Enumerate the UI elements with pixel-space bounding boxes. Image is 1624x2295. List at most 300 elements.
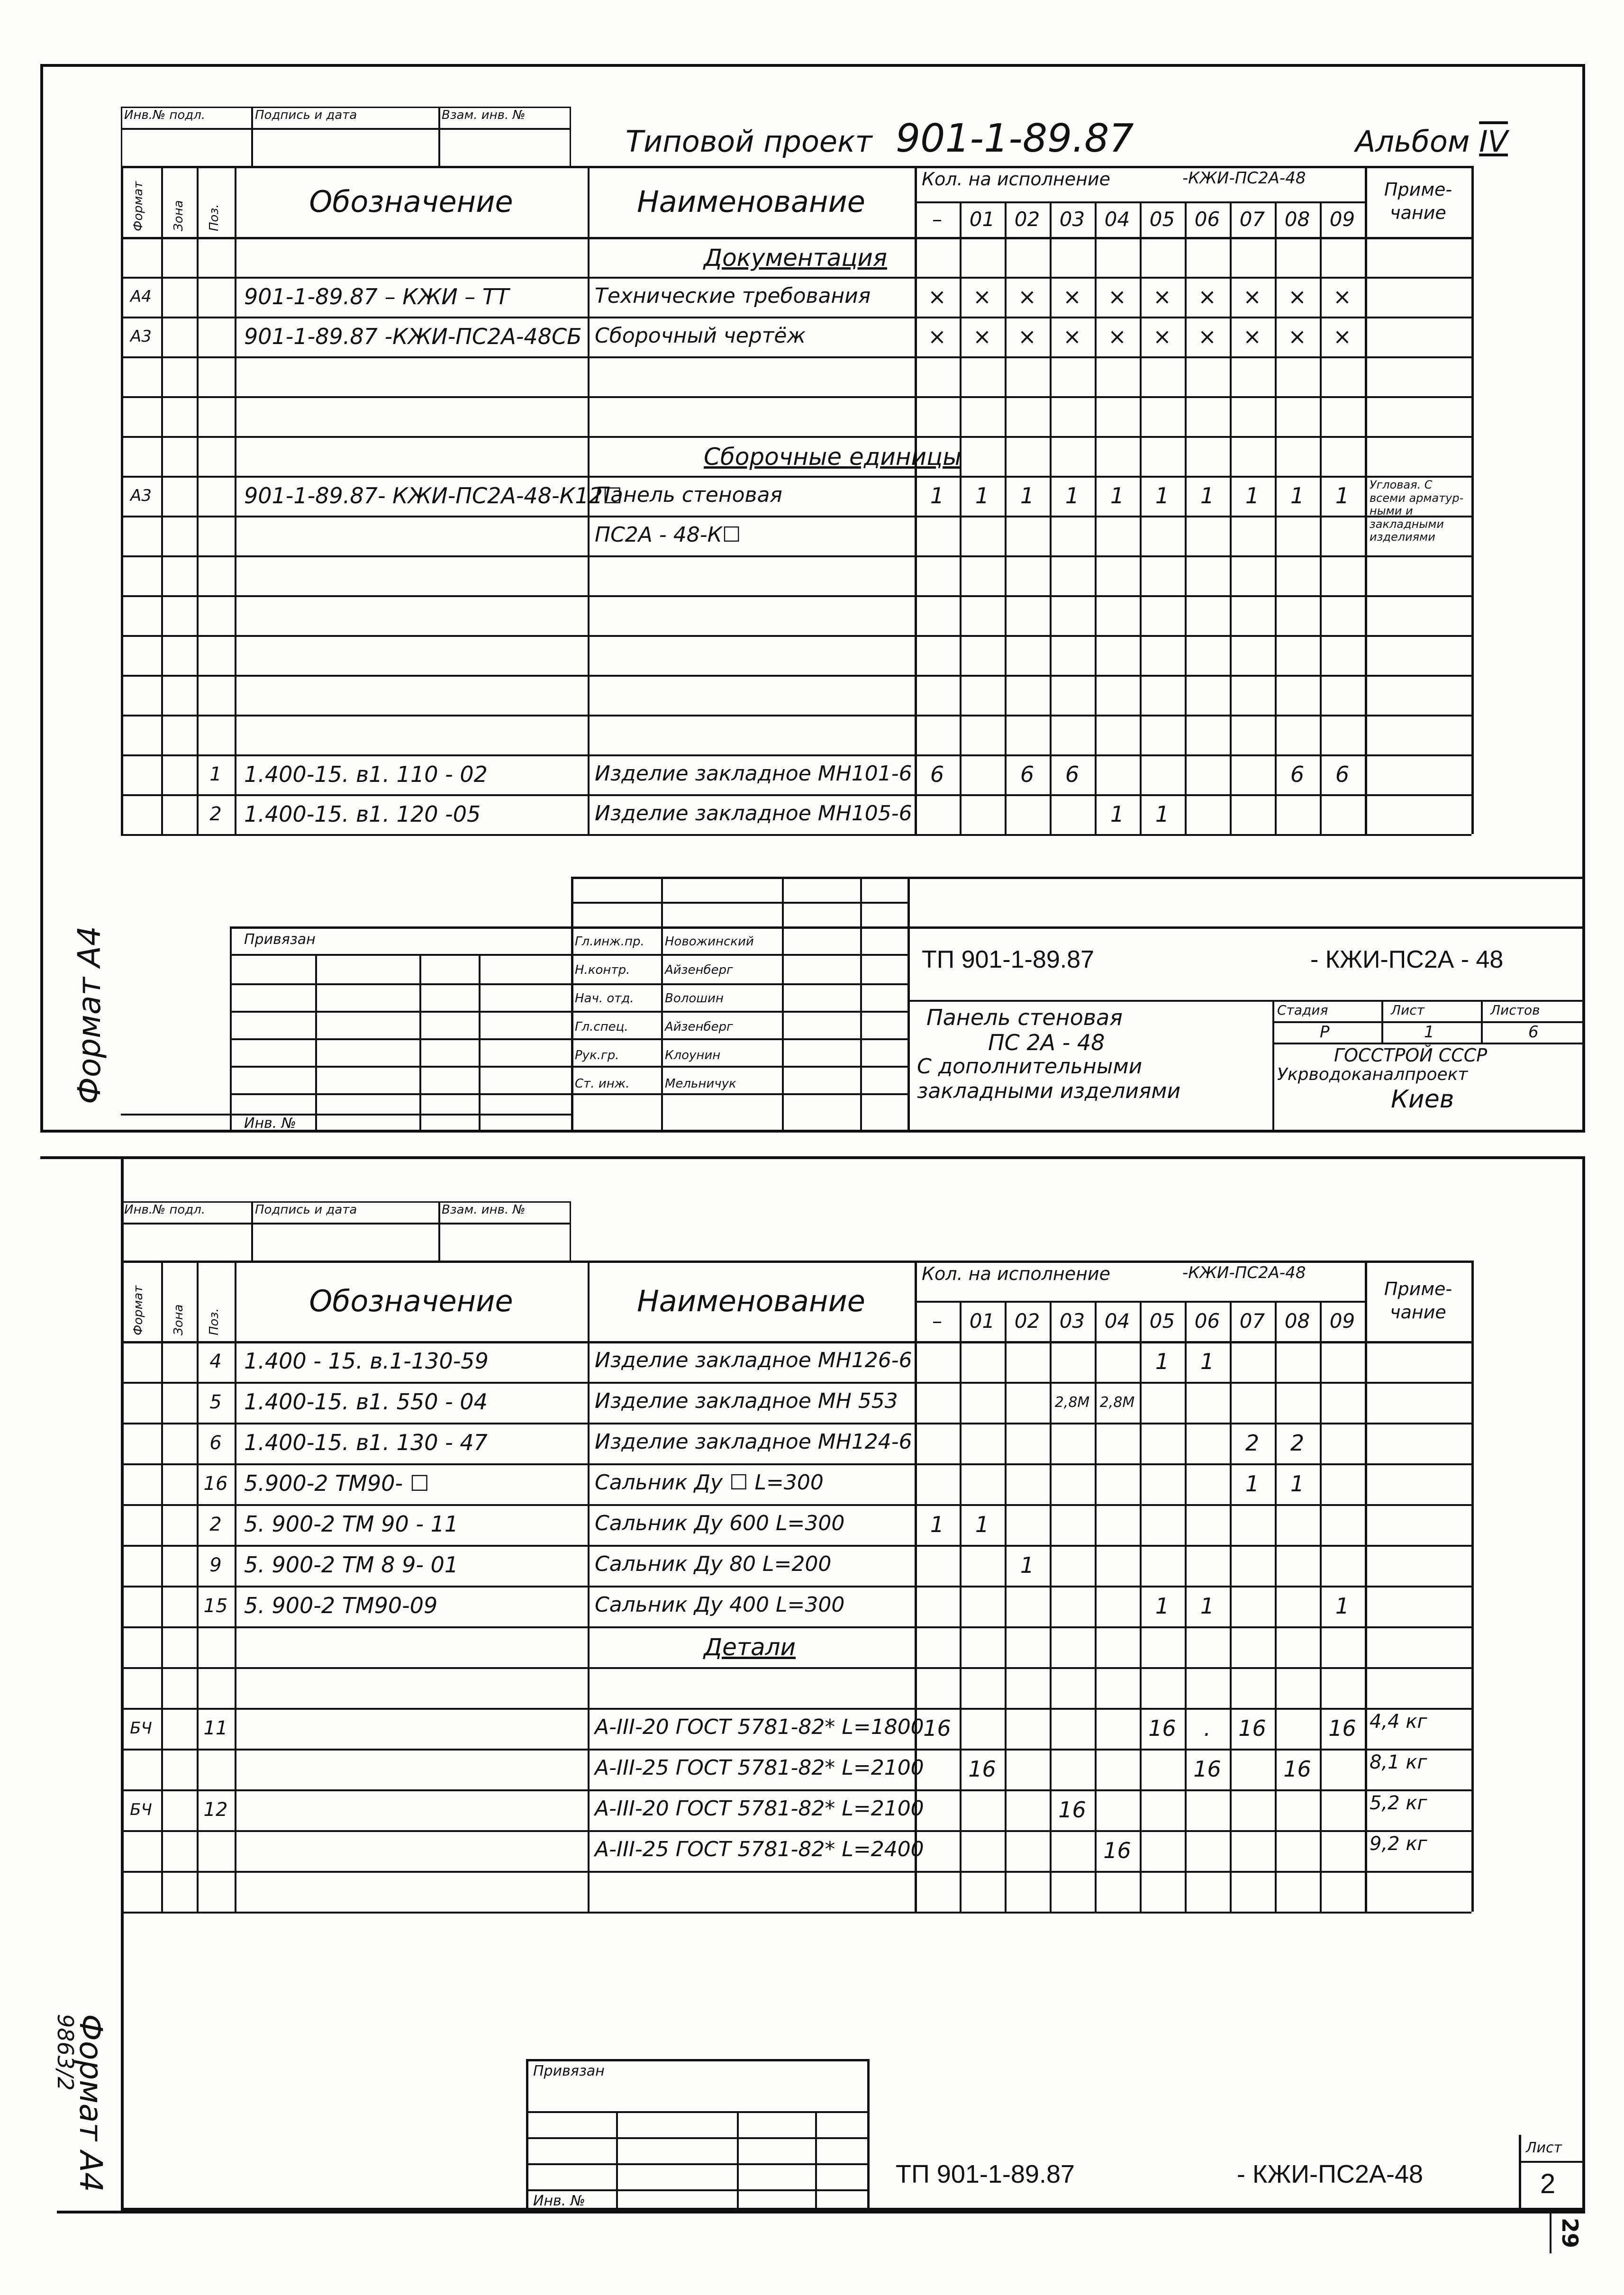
inv-label: Инв. № bbox=[244, 1115, 297, 1132]
person-1: Айзенберг bbox=[665, 963, 733, 977]
row-name: А-III-20 ГОСТ 5781-82* L=2100 bbox=[595, 1796, 924, 1821]
variant-header-6: 06 bbox=[1194, 208, 1220, 231]
qty-cell bbox=[1005, 1382, 1050, 1423]
col-qty-suffix: -КЖИ-ПС2А-48 bbox=[1182, 1263, 1306, 1282]
qty-cell bbox=[1140, 1749, 1185, 1789]
qty-cell bbox=[960, 1586, 1005, 1626]
qty-cell bbox=[1275, 1789, 1320, 1830]
qty-cell bbox=[915, 1667, 960, 1708]
qty-cell bbox=[1230, 1749, 1275, 1789]
qty-cell bbox=[960, 1667, 1005, 1708]
qty-cell: × bbox=[973, 324, 991, 349]
qty-cell bbox=[960, 1463, 1005, 1504]
qty-cell: × bbox=[1243, 284, 1261, 309]
qty-cell bbox=[1320, 1382, 1365, 1423]
qty-cell: 6 bbox=[1020, 762, 1034, 787]
qty-cell bbox=[1275, 1708, 1320, 1749]
person-3: Айзенберг bbox=[665, 1020, 733, 1034]
qty-cell: 1 bbox=[1290, 483, 1305, 508]
qty-cell bbox=[915, 1545, 960, 1586]
row-designation: 5. 900-2 ТМ 90 - 11 bbox=[244, 1511, 459, 1537]
row-format: БЧ bbox=[130, 1800, 152, 1819]
variant-header-0: – bbox=[932, 208, 942, 231]
qty-cell bbox=[1185, 1382, 1230, 1423]
qty-cell bbox=[1140, 1789, 1185, 1830]
top-header-sign: Подпись и дата bbox=[255, 108, 357, 122]
qty-cell bbox=[1140, 1871, 1185, 1912]
qty-cell bbox=[1005, 1626, 1050, 1667]
qty-cell bbox=[1095, 1504, 1140, 1545]
qty-cell: 16 bbox=[1238, 1715, 1266, 1741]
row-designation: 901-1-89.87- КЖИ-ПС2А-48-К12☐ bbox=[244, 483, 622, 509]
qty-cell: 1 bbox=[1065, 483, 1080, 508]
row-designation: 5. 900-2 ТМ90-09 bbox=[244, 1593, 438, 1619]
qty-cell bbox=[960, 1830, 1005, 1871]
qty-cell: 1 bbox=[930, 1512, 944, 1537]
row-designation: 1.400 - 15. в.1-130-59 bbox=[244, 1348, 489, 1374]
row-designation: 5.900-2 ТМ90- ☐ bbox=[244, 1470, 429, 1497]
bottom-header-inv: Инв.№ подл. bbox=[124, 1203, 206, 1217]
variant-header-6: 06 bbox=[1194, 1309, 1220, 1333]
qty-cell bbox=[1230, 1626, 1275, 1667]
page-number: 29 bbox=[1557, 2218, 1583, 2249]
qty-cell: × bbox=[1108, 284, 1126, 309]
col-pos-header: Поз. bbox=[207, 1308, 221, 1335]
qty-cell: 1 bbox=[975, 1512, 989, 1537]
qty-cell: × bbox=[1198, 324, 1216, 349]
qty-cell bbox=[1005, 1871, 1050, 1912]
qty-cell: 1 bbox=[930, 483, 944, 508]
variant-header-4: 04 bbox=[1104, 1309, 1130, 1333]
qty-cell: 1 bbox=[1335, 483, 1350, 508]
role-2: Нач. отд. bbox=[575, 991, 634, 1006]
sheet-value: 1 bbox=[1424, 1023, 1434, 1042]
col-format-header: Формат bbox=[131, 1285, 145, 1335]
variant-header-1: 01 bbox=[969, 1309, 995, 1333]
row-pos: 1 bbox=[209, 763, 222, 785]
qty-cell bbox=[1095, 1423, 1140, 1463]
person-0: Новожинский bbox=[665, 934, 754, 949]
person-2: Волошин bbox=[665, 991, 724, 1006]
top-format-side: Формат А4 bbox=[71, 926, 108, 1104]
qty-cell: 6 bbox=[1290, 762, 1305, 787]
row-pos: 4 bbox=[209, 1351, 222, 1372]
qty-cell bbox=[1230, 1341, 1275, 1382]
qty-cell bbox=[1005, 1341, 1050, 1382]
qty-cell: × bbox=[928, 324, 946, 349]
row-pos bbox=[197, 1667, 235, 1708]
qty-cell bbox=[915, 1789, 960, 1830]
qty-cell: × bbox=[1108, 324, 1126, 349]
qty-cell bbox=[1095, 1708, 1140, 1749]
row-pos bbox=[197, 1830, 235, 1871]
desc-1: Панель стеновая bbox=[926, 1005, 1123, 1030]
top-header-replace: Взам. инв. № bbox=[442, 108, 526, 122]
desc-3: С дополнительными bbox=[917, 1054, 1143, 1079]
variant-header-7: 07 bbox=[1239, 208, 1265, 231]
bottom-code: ТП 901-1-89.87 bbox=[896, 2160, 1075, 2188]
qty-cell bbox=[1185, 1504, 1230, 1545]
qty-cell bbox=[1005, 1423, 1050, 1463]
row-name: Технические требования bbox=[595, 284, 871, 308]
col-note-header: Приме-чание bbox=[1384, 179, 1452, 223]
qty-cell: 6 bbox=[1065, 762, 1080, 787]
role-5: Ст. инж. bbox=[575, 1077, 630, 1091]
qty-cell bbox=[1140, 1463, 1185, 1504]
bottom-code-suffix: - КЖИ-ПС2А-48 bbox=[1237, 2160, 1424, 2188]
variant-header-8: 08 bbox=[1284, 208, 1310, 231]
qty-cell bbox=[1050, 1667, 1095, 1708]
col-name-header: Наименование bbox=[637, 184, 865, 219]
row-name: Сальник Ду 80 L=200 bbox=[595, 1552, 832, 1577]
org-name-2: Укрводоканалпроект bbox=[1277, 1065, 1468, 1084]
row-format bbox=[121, 1423, 161, 1463]
qty-cell bbox=[1095, 1341, 1140, 1382]
row-pos: 5 bbox=[209, 1391, 222, 1413]
row-name: А-III-20 ГОСТ 5781-82* L=1800 bbox=[595, 1715, 924, 1740]
qty-cell: × bbox=[1153, 284, 1171, 309]
col-qty-suffix: -КЖИ-ПС2А-48 bbox=[1182, 169, 1306, 188]
row-pos bbox=[197, 1626, 235, 1667]
row-format bbox=[121, 1382, 161, 1423]
qty-cell: × bbox=[1153, 324, 1171, 349]
row-name: А-III-25 ГОСТ 5781-82* L=2100 bbox=[595, 1756, 924, 1780]
bottom-header-sign: Подпись и дата bbox=[255, 1203, 357, 1217]
row-designation: 901-1-89.87 – КЖИ – ТТ bbox=[244, 284, 509, 310]
col-qty-header: Кол. на исполнение bbox=[922, 1263, 1110, 1284]
qty-cell: 1 bbox=[1020, 1552, 1034, 1578]
qty-cell: × bbox=[1243, 324, 1261, 349]
qty-cell: 16 bbox=[1148, 1715, 1176, 1741]
role-4: Рук.гр. bbox=[575, 1048, 619, 1062]
qty-cell bbox=[915, 1749, 960, 1789]
bottom-spec-table bbox=[121, 1261, 1585, 1910]
qty-cell bbox=[1005, 1463, 1050, 1504]
qty-cell: 2 bbox=[1290, 1430, 1305, 1456]
qty-cell: 16 bbox=[1328, 1715, 1356, 1741]
qty-cell bbox=[960, 1423, 1005, 1463]
row-pos: 2 bbox=[209, 1514, 222, 1535]
city-name: Киев bbox=[1391, 1085, 1454, 1114]
row-pos bbox=[197, 1871, 235, 1912]
qty-cell bbox=[1275, 1504, 1320, 1545]
qty-cell: 1 bbox=[1110, 801, 1125, 827]
qty-cell bbox=[960, 1382, 1005, 1423]
row-format: БЧ bbox=[130, 1719, 152, 1738]
row-pos: 6 bbox=[209, 1432, 222, 1454]
col-zone-header: Зона bbox=[172, 1304, 186, 1335]
qty-cell bbox=[1320, 1830, 1365, 1871]
qty-cell: × bbox=[1333, 324, 1352, 349]
qty-cell bbox=[1185, 1667, 1230, 1708]
qty-cell bbox=[1320, 1871, 1365, 1912]
row-format bbox=[121, 1830, 161, 1871]
qty-cell bbox=[1320, 1626, 1365, 1667]
row-format bbox=[121, 1667, 161, 1708]
qty-cell: 1 bbox=[1110, 483, 1125, 508]
qty-cell bbox=[1230, 1504, 1275, 1545]
qty-cell bbox=[1140, 1423, 1185, 1463]
qty-cell bbox=[1320, 1749, 1365, 1789]
col-note-header: Приме-чание bbox=[1384, 1278, 1452, 1323]
qty-cell bbox=[915, 1423, 960, 1463]
row-format bbox=[121, 1586, 161, 1626]
variant-header-7: 07 bbox=[1239, 1309, 1265, 1333]
qty-cell: 6 bbox=[1335, 762, 1350, 787]
qty-cell: . bbox=[1204, 1715, 1211, 1741]
qty-cell bbox=[1185, 1423, 1230, 1463]
project-code: 901-1-89.87 bbox=[896, 116, 1134, 161]
row-name: Панель стеновая bbox=[595, 483, 782, 508]
row-name: ПС2А - 48-К☐ bbox=[595, 523, 741, 547]
qty-cell bbox=[1050, 1341, 1095, 1382]
row-name: Сборочный чертёж bbox=[595, 324, 806, 348]
sheets-label: Листов bbox=[1490, 1002, 1540, 1018]
person-5: Мельничук bbox=[665, 1077, 736, 1091]
row-name: Изделие закладное МН126-6 bbox=[595, 1348, 912, 1373]
qty-cell bbox=[1230, 1545, 1275, 1586]
row-name: Сальник Ду ☐ L=300 bbox=[595, 1470, 824, 1495]
qty-cell bbox=[960, 1708, 1005, 1749]
row-note: 5,2 кг bbox=[1370, 1792, 1427, 1814]
qty-cell bbox=[1005, 1830, 1050, 1871]
variant-header-8: 08 bbox=[1284, 1309, 1310, 1333]
qty-cell bbox=[1095, 1789, 1140, 1830]
qty-cell bbox=[1050, 1830, 1095, 1871]
qty-cell bbox=[915, 1463, 960, 1504]
qty-cell bbox=[1005, 1667, 1050, 1708]
qty-cell bbox=[1005, 1586, 1050, 1626]
role-3: Гл.спец. bbox=[575, 1020, 628, 1034]
row-name: Детали bbox=[704, 1633, 796, 1661]
col-format-header: Формат bbox=[131, 181, 145, 231]
qty-cell bbox=[915, 1341, 960, 1382]
qty-cell bbox=[1275, 1830, 1320, 1871]
qty-cell: × bbox=[1333, 284, 1352, 309]
row-format bbox=[121, 1626, 161, 1667]
row-format bbox=[121, 1749, 161, 1789]
qty-cell bbox=[1275, 1626, 1320, 1667]
row-name: Изделие закладное МН101-6 bbox=[595, 762, 912, 786]
row-pos: 11 bbox=[203, 1717, 228, 1739]
qty-cell bbox=[1050, 1871, 1095, 1912]
qty-cell: × bbox=[928, 284, 946, 309]
desc-2: ПС 2А - 48 bbox=[988, 1030, 1105, 1055]
qty-cell bbox=[1140, 1626, 1185, 1667]
row-format: А3 bbox=[130, 486, 152, 505]
qty-cell bbox=[1185, 1626, 1230, 1667]
variant-header-2: 02 bbox=[1014, 208, 1040, 231]
qty-cell bbox=[1095, 1626, 1140, 1667]
qty-cell bbox=[915, 1830, 960, 1871]
row-name: Изделие закладное МН 553 bbox=[595, 1389, 898, 1414]
qty-cell: 16 bbox=[1283, 1756, 1311, 1782]
variant-header-0: – bbox=[932, 1309, 942, 1333]
qty-cell bbox=[1095, 1667, 1140, 1708]
qty-cell bbox=[915, 1871, 960, 1912]
variant-header-9: 09 bbox=[1329, 208, 1355, 231]
qty-cell bbox=[1050, 1586, 1095, 1626]
row-pos: 15 bbox=[203, 1595, 228, 1617]
qty-cell bbox=[915, 1626, 960, 1667]
qty-cell bbox=[1275, 1382, 1320, 1423]
qty-cell bbox=[1005, 1504, 1050, 1545]
top-code: ТП 901-1-89.87 bbox=[922, 946, 1095, 973]
qty-cell bbox=[1005, 1749, 1050, 1789]
qty-cell bbox=[1050, 1545, 1095, 1586]
qty-cell: × bbox=[1018, 324, 1036, 349]
col-designation-header: Обозначение bbox=[309, 1283, 513, 1318]
qty-cell bbox=[1140, 1667, 1185, 1708]
qty-cell bbox=[1275, 1871, 1320, 1912]
qty-cell bbox=[1185, 1463, 1230, 1504]
qty-cell bbox=[1005, 1789, 1050, 1830]
role-1: Н.контр. bbox=[575, 963, 630, 977]
variant-header-4: 04 bbox=[1104, 208, 1130, 231]
variant-header-5: 05 bbox=[1149, 208, 1175, 231]
qty-cell: 16 bbox=[923, 1715, 951, 1741]
qty-cell bbox=[960, 1626, 1005, 1667]
row-note: 9,2 кг bbox=[1370, 1833, 1427, 1855]
qty-cell bbox=[1230, 1789, 1275, 1830]
qty-cell: × bbox=[1063, 284, 1081, 309]
row-pos bbox=[197, 1749, 235, 1789]
row-designation: 901-1-89.87 -КЖИ-ПС2А-48СБ bbox=[244, 324, 582, 350]
row-name: А-III-25 ГОСТ 5781-82* L=2400 bbox=[595, 1837, 924, 1862]
stage-label: Стадия bbox=[1277, 1002, 1328, 1018]
qty-cell bbox=[1320, 1504, 1365, 1545]
qty-cell bbox=[960, 1341, 1005, 1382]
qty-cell bbox=[1230, 1830, 1275, 1871]
org-name: ГОССТРОЙ СССР bbox=[1334, 1045, 1488, 1066]
bottom-title-block bbox=[526, 2059, 1585, 2211]
qty-cell bbox=[1140, 1545, 1185, 1586]
row-name: Изделие закладное МН105-6 bbox=[595, 801, 912, 826]
stage-value: Р bbox=[1320, 1023, 1330, 1042]
top-header-inv: Инв.№ подл. bbox=[124, 108, 206, 122]
qty-cell bbox=[1140, 1504, 1185, 1545]
qty-cell bbox=[1275, 1586, 1320, 1626]
qty-cell bbox=[915, 1382, 960, 1423]
variant-header-5: 05 bbox=[1149, 1309, 1175, 1333]
row-designation: 1.400-15. в1. 550 - 04 bbox=[244, 1389, 488, 1415]
row-name: Сборочные единицы bbox=[704, 443, 962, 471]
qty-cell bbox=[1095, 1586, 1140, 1626]
bottom-sheet-label: Лист bbox=[1526, 2140, 1562, 2156]
qty-cell: 1 bbox=[1020, 483, 1034, 508]
col-designation-header: Обозначение bbox=[309, 184, 513, 219]
qty-cell bbox=[1050, 1504, 1095, 1545]
qty-cell: 1 bbox=[1200, 1593, 1215, 1619]
qty-cell bbox=[1095, 1871, 1140, 1912]
qty-cell: × bbox=[1063, 324, 1081, 349]
qty-cell: 1 bbox=[1335, 1593, 1350, 1619]
top-code-suffix: - КЖИ-ПС2А - 48 bbox=[1310, 946, 1504, 973]
qty-cell: 16 bbox=[1103, 1838, 1131, 1863]
qty-cell bbox=[1095, 1463, 1140, 1504]
person-4: Клоунин bbox=[665, 1048, 721, 1062]
qty-cell: × bbox=[973, 284, 991, 309]
qty-cell bbox=[1185, 1789, 1230, 1830]
bottom-bound-label: Привязан bbox=[533, 2063, 605, 2079]
qty-cell: 1 bbox=[1155, 1349, 1170, 1374]
qty-cell: 16 bbox=[1058, 1797, 1086, 1823]
variant-header-3: 03 bbox=[1059, 208, 1085, 231]
qty-cell bbox=[1230, 1382, 1275, 1423]
row-designation: 1.400-15. в1. 110 - 02 bbox=[244, 762, 488, 788]
qty-cell: × bbox=[1288, 284, 1306, 309]
qty-cell: 2,8М bbox=[1054, 1394, 1090, 1411]
row-format bbox=[121, 1504, 161, 1545]
qty-cell: × bbox=[1018, 284, 1036, 309]
qty-cell bbox=[1185, 1830, 1230, 1871]
qty-cell bbox=[1005, 1708, 1050, 1749]
row-note: Угловая. С всеми арматур-ными и закладными изделиями bbox=[1370, 478, 1464, 544]
qty-cell bbox=[1320, 1789, 1365, 1830]
qty-cell bbox=[1140, 1382, 1185, 1423]
qty-cell bbox=[1095, 1749, 1140, 1789]
qty-cell: 1 bbox=[1200, 1349, 1215, 1374]
album-label: Альбом IV bbox=[1355, 124, 1508, 159]
album-number: IV bbox=[1479, 124, 1508, 159]
qty-cell bbox=[1230, 1667, 1275, 1708]
qty-cell: × bbox=[1198, 284, 1216, 309]
desc-4: закладными изделиями bbox=[917, 1079, 1181, 1103]
qty-cell: 2 bbox=[1245, 1430, 1260, 1456]
row-note: 4,4 кг bbox=[1370, 1711, 1427, 1733]
bottom-format-side: Формат А4 bbox=[73, 2014, 109, 2192]
qty-cell bbox=[1320, 1341, 1365, 1382]
row-designation: 1.400-15. в1. 130 - 47 bbox=[244, 1430, 488, 1456]
qty-cell bbox=[1050, 1708, 1095, 1749]
qty-cell bbox=[1230, 1871, 1275, 1912]
qty-cell: 1 bbox=[1155, 1593, 1170, 1619]
qty-cell: 1 bbox=[1155, 801, 1170, 827]
row-format bbox=[121, 1871, 161, 1912]
row-format bbox=[121, 1463, 161, 1504]
qty-cell: × bbox=[1288, 324, 1306, 349]
qty-cell bbox=[1275, 1341, 1320, 1382]
qty-cell: 16 bbox=[968, 1756, 996, 1782]
sheet-label: Лист bbox=[1391, 1002, 1424, 1018]
row-designation: 1.400-15. в1. 120 -05 bbox=[244, 801, 481, 827]
row-format: А4 bbox=[130, 287, 152, 306]
qty-cell bbox=[1185, 1871, 1230, 1912]
archive-number: 9863/2 bbox=[53, 2014, 78, 2091]
qty-cell bbox=[1320, 1463, 1365, 1504]
qty-cell bbox=[1095, 1545, 1140, 1586]
variant-header-1: 01 bbox=[969, 208, 995, 231]
qty-cell bbox=[915, 1586, 960, 1626]
qty-cell bbox=[1050, 1749, 1095, 1789]
qty-cell bbox=[960, 1545, 1005, 1586]
row-name: Изделие закладное МН124-6 bbox=[595, 1430, 912, 1454]
qty-cell bbox=[1140, 1830, 1185, 1871]
qty-cell bbox=[1320, 1667, 1365, 1708]
qty-cell: 1 bbox=[1290, 1471, 1305, 1497]
qty-cell bbox=[1320, 1423, 1365, 1463]
qty-cell bbox=[1230, 1586, 1275, 1626]
project-title: Типовой проект bbox=[626, 124, 872, 159]
qty-cell: 1 bbox=[1200, 483, 1215, 508]
bottom-header-replace: Взам. инв. № bbox=[442, 1203, 526, 1217]
bottom-sheet-number: 2 bbox=[1540, 2168, 1556, 2199]
col-qty-header: Кол. на исполнение bbox=[922, 169, 1110, 190]
sheets-value: 6 bbox=[1528, 1023, 1539, 1042]
row-name: Документация bbox=[704, 244, 887, 272]
qty-cell bbox=[960, 1871, 1005, 1912]
row-format bbox=[121, 1341, 161, 1382]
